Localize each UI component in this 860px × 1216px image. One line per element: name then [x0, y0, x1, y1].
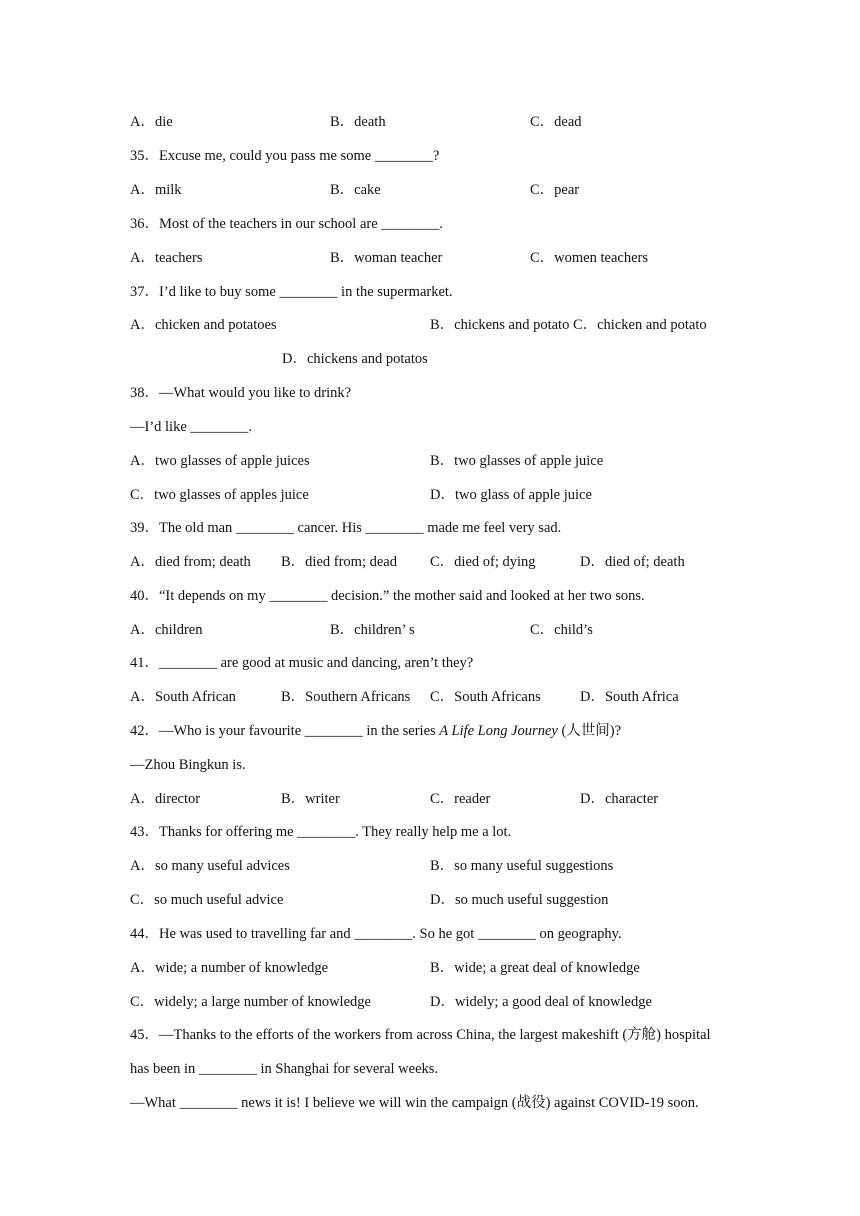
q38-reply: —I’d like ________.	[130, 419, 253, 435]
q40-option-a: A．children	[130, 622, 203, 638]
q39-option-c: C．died of; dying	[430, 554, 536, 570]
q42-stem-post: (人世间)?	[557, 723, 622, 739]
q37-option-d: D．chickens and potatos	[282, 351, 428, 367]
q35-option-c: C．pear	[530, 182, 580, 198]
q39-option-b: B．died from; dead	[281, 554, 397, 570]
q45-stem-line2: has been in ________ in Shanghai for several weeks.	[130, 1061, 439, 1077]
q37-option-a: A．chicken and potatoes	[130, 317, 277, 333]
q43-option-b: B．so many useful suggestions	[430, 858, 614, 874]
q35-option-a: A．milk	[130, 182, 182, 198]
q44-stem: 44．He was used to travelling far and ________. So he got ________ on geography.	[130, 926, 622, 942]
q38-option-a: A．two glasses of apple juices	[130, 453, 310, 469]
q42-reply: —Zhou Bingkun is.	[130, 757, 246, 773]
q34-option-b: B．death	[330, 114, 386, 130]
q44-option-d: D．widely; a good deal of knowledge	[430, 994, 652, 1010]
q37-stem: 37．I’d like to buy some ________ in the supermarket.	[130, 284, 453, 300]
q36-stem: 36．Most of the teachers in our school are ________.	[130, 216, 443, 232]
q35-stem: 35．Excuse me, could you pass me some ________?	[130, 148, 440, 164]
q34-option-c: C．dead	[530, 114, 582, 130]
q43-option-c: C．so much useful advice	[130, 892, 284, 908]
q39-option-d: D．died of; death	[580, 554, 685, 570]
q40-option-b: B．children’ s	[330, 622, 415, 638]
q41-option-b: B．Southern Africans	[281, 689, 411, 705]
q36-option-a: A．teachers	[130, 250, 203, 266]
q43-option-a: A．so many useful advices	[130, 858, 290, 874]
q42-stem-pre: 42．—Who is your favourite ________ in the series	[130, 723, 440, 739]
q34-option-a: A．die	[130, 114, 173, 130]
q35-option-b: B．cake	[330, 182, 381, 198]
q41-option-a: A．South African	[130, 689, 236, 705]
q44-option-b: B．wide; a great deal of knowledge	[430, 960, 640, 976]
q43-option-d: D．so much useful suggestion	[430, 892, 609, 908]
q38-option-d: D．two glass of apple juice	[430, 487, 592, 503]
q43-stem: 43．Thanks for offering me ________. They really help me a lot.	[130, 824, 512, 840]
q41-option-c: C．South Africans	[430, 689, 541, 705]
q40-stem: 40．“It depends on my ________ decision.” the mother said and looked at her two sons.	[130, 588, 645, 604]
q36-option-b: B．woman teacher	[330, 250, 443, 266]
q38-stem: 38．—What would you like to drink?	[130, 385, 352, 401]
q41-stem: 41．________ are good at music and dancing, aren’t they?	[130, 655, 474, 671]
q42-stem	[130, 721, 621, 741]
q42-option-b: B．writer	[281, 791, 340, 807]
q37-option-bc: B．chickens and potato C．chicken and potato	[430, 317, 707, 333]
q42-series-title: A Life Long Journey	[439, 723, 558, 739]
q39-option-a: A．died from; death	[130, 554, 251, 570]
q39-stem: 39．The old man ________ cancer. His ________ made me feel very sad.	[130, 520, 562, 536]
q38-option-b: B．two glasses of apple juice	[430, 453, 604, 469]
q45-stem-line1: 45．—Thanks to the efforts of the workers from across China, the largest makeshift (方舱) hospital	[130, 1027, 711, 1043]
q41-option-d: D．South Africa	[580, 689, 679, 705]
q38-option-c: C．two glasses of apples juice	[130, 487, 309, 503]
q40-option-c: C．child’s	[530, 622, 593, 638]
q44-option-a: A．wide; a number of knowledge	[130, 960, 329, 976]
q42-option-d: D．character	[580, 791, 659, 807]
q42-option-a: A．director	[130, 791, 201, 807]
q36-option-c: C．women teachers	[530, 250, 648, 266]
q42-option-c: C．reader	[430, 791, 491, 807]
q45-reply: —What ________ news it is! I believe we will win the campaign (战役) against COVID-19 soon.	[130, 1095, 699, 1111]
q44-option-c: C．widely; a large number of knowledge	[130, 994, 371, 1010]
